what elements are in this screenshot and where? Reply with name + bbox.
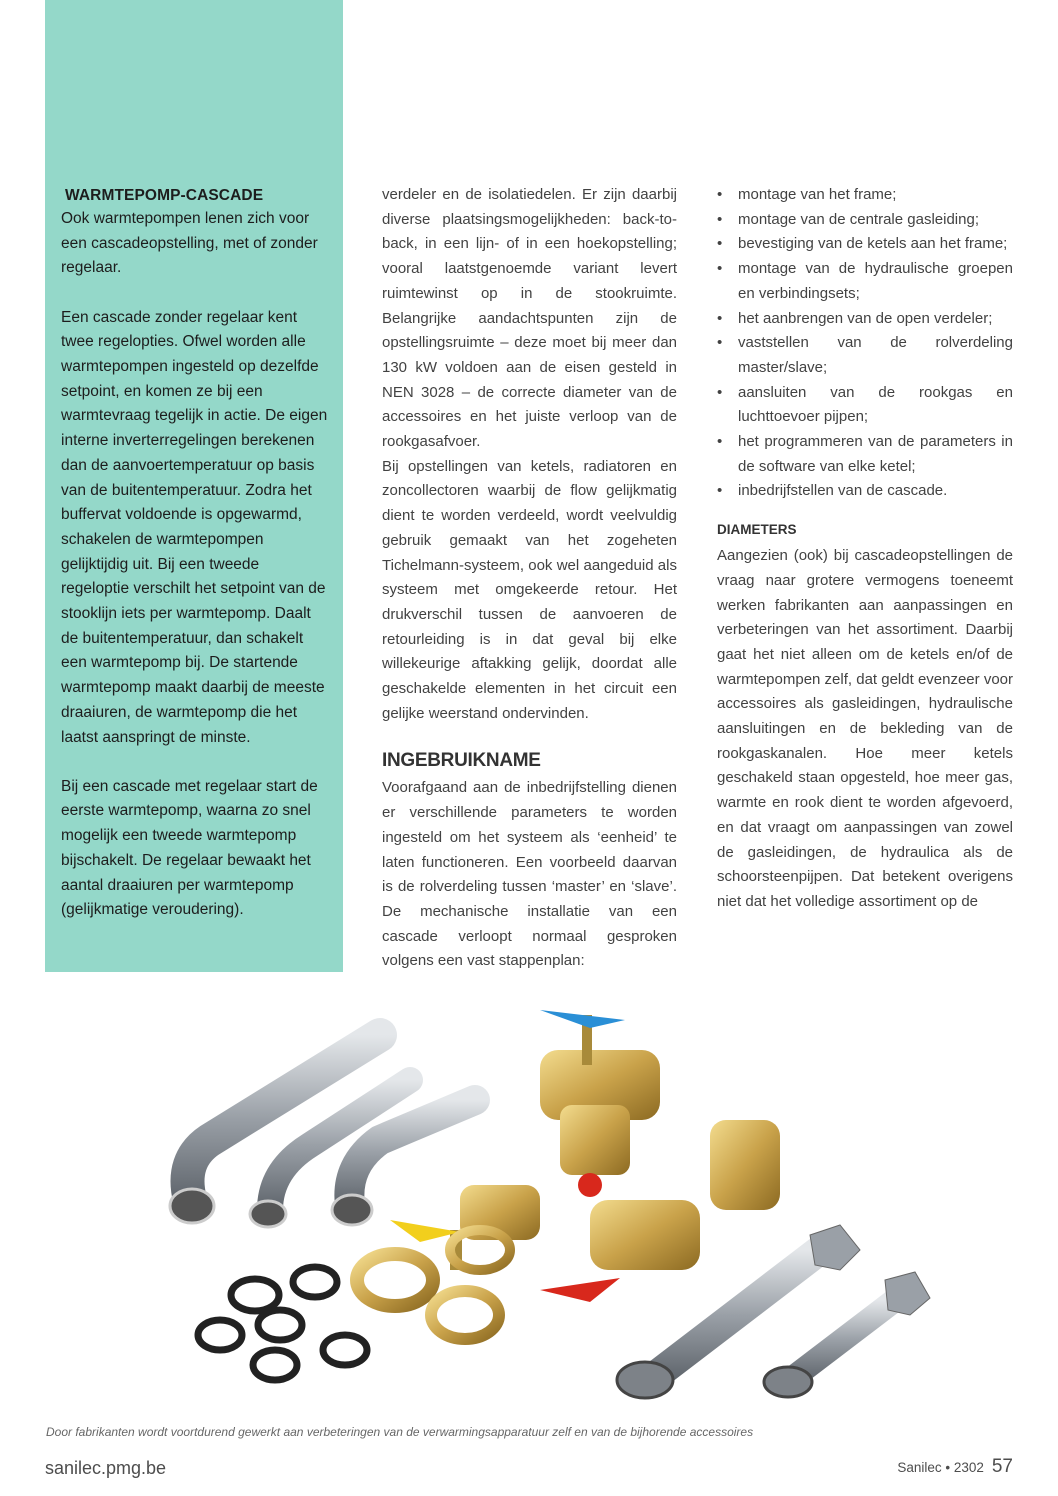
section-heading: DIAMETERS [717, 522, 797, 538]
footer-url[interactable]: sanilec.pmg.be [45, 1458, 167, 1478]
page-number: 57 [991, 1456, 1013, 1477]
footer-page-info [897, 1456, 1013, 1478]
list-item: • inbedrijfstellen van de cascade. [717, 479, 1013, 504]
list-item: • montage van het frame; [717, 183, 1013, 208]
sidebar-box [45, 0, 343, 972]
list-item: • vaststellen van de rolverdeling master/slave; [717, 331, 1013, 380]
sidebar-paragraph: Ook warmtepompen lenen zich voor een cascadeopstelling, met of zonder regelaar. [61, 210, 318, 277]
list-item: • aansluiten van de rookgas en luchttoevoer pijpen; [717, 381, 1013, 430]
body-paragraph: verdeler en de isolatiedelen. Er zijn daarbij diverse plaatsingsmogelijkheden: back-to-back, in een lijn- of in een hoekopstelling; vooral laatstgenoemde variant levert ruimtewinst op in de stookruimte. Belangrijke aandachtspunten zijn de opstellingsruimte – deze moet bij meer dan 130 kW voldoen aan de eisen gesteld in NEN 3028 – de correcte diameter van de accessoires en het juiste verloop van de rookgasafvoer. [382, 186, 677, 451]
pipe-fittings-icon [120, 980, 1020, 1400]
pipe-fittings-photo [120, 980, 1020, 1400]
step-list [717, 183, 1013, 504]
section-heading: INGEBRUIKNAME [382, 750, 541, 772]
body-paragraph: Bij opstellingen van ketels, radiatoren en zoncollectoren waarbij de flow gelijkmatig dient te worden verdeeld, wordt veelvuldig gebruik gemaakt van het zogeheten Tichelmann-systeem, ook wel aangeduid als systeem met omgekeerde retour. Het drukverschil tussen de aanvoeren de retourleiding is in dat geval bij elke willekeurige aftakking gelijk, doordat alle geschakelde elementen in het circuit een gelijke weerstand ondervinden. [382, 457, 677, 722]
list-item: • het aanbrengen van de open verdeler; [717, 307, 1013, 332]
sidebar-paragraph: Een cascade zonder regelaar kent twee regelopties. Ofwel worden alle warmtepompen ingesteld op dezelfde setpoint, en komen ze bij een warmtevraag tegelijk in actie. De eigen interne inverterregelingen berekenen dan de aanvoertemperatuur op basis van de buitentemperatuur. Zodra het buffervat voldoende is opgewarmd, schakelen de warmtepompen gelijktijdig uit. Bij een tweede regeloptie verschilt het setpoint van de stooklijn iets per warmtepomp. Daalt de buitentemperatuur, dan schakelt een warmtepomp bij. De startende warmtepomp maakt daarbij de meeste draaiuren, de warmtepomp die het laatst aanspringt de minste. [61, 308, 328, 746]
article-column-2 [382, 183, 677, 974]
list-item: • het programmeren van de parameters in de software van elke ketel; [717, 430, 1013, 479]
list-item: • montage van de hydraulische groepen en verbindingsets; [717, 257, 1013, 306]
list-item: • bevestiging van de ketels aan het frame; [717, 232, 1013, 257]
magazine-issue: Sanilec • 2302 [897, 1460, 984, 1475]
sidebar-heading: WARMTEPOMP-CASCADE [65, 187, 264, 204]
article-column-3 [717, 183, 1013, 915]
body-paragraph: Voorafgaand aan de inbedrijfstelling dienen er verschillende parameters te worden ingesteld om het systeem als ‘eenheid’ te laten functioneren. Een voorbeeld daarvan is de rolverdeling tussen ‘master’ en ‘slave’. De mechanische installatie van een cascade verloopt normaal gesproken volgens een vast stappenplan: [382, 779, 677, 970]
photo-caption: Door fabrikanten wordt voortdurend gewerkt aan verbeteringen van de verwarmingsapparatuur zelf en van de bijhorende accessoires [46, 1425, 754, 1439]
sidebar-paragraph: Bij een cascade met regelaar start de eerste warmtepomp, waarna zo snel mogelijk een tweede warmtepomp bijschakelt. De regelaar bewaakt het aantal draaiuren per warmtepomp (gelijkmatige veroudering). [61, 777, 318, 919]
body-paragraph: Aangezien (ook) bij cascadeopstellingen de vraag naar grotere vermogens toeneemt werken fabrikanten aan aanpassingen en verbeteringen van het assortiment. Daarbij gaat het niet alleen om de ketels en/of de warmtepompen zelf, dat geldt evenzeer voor accessoires als gasleidingen, hydraulische aansluitingen en de bekleding van de rookgaskanalen. Hoe meer ketels geschakeld staan opgesteld, hoe meer gas, warmte en rook dient te worden afgevoerd, en dat vraagt om aanpassingen van zowel de gasleidingen, de hydraulica als de schoorsteenpijpen. Dat betekent overigens niet dat het volledige assortiment op de [717, 547, 1013, 910]
list-item: • montage van de centrale gasleiding; [717, 208, 1013, 233]
